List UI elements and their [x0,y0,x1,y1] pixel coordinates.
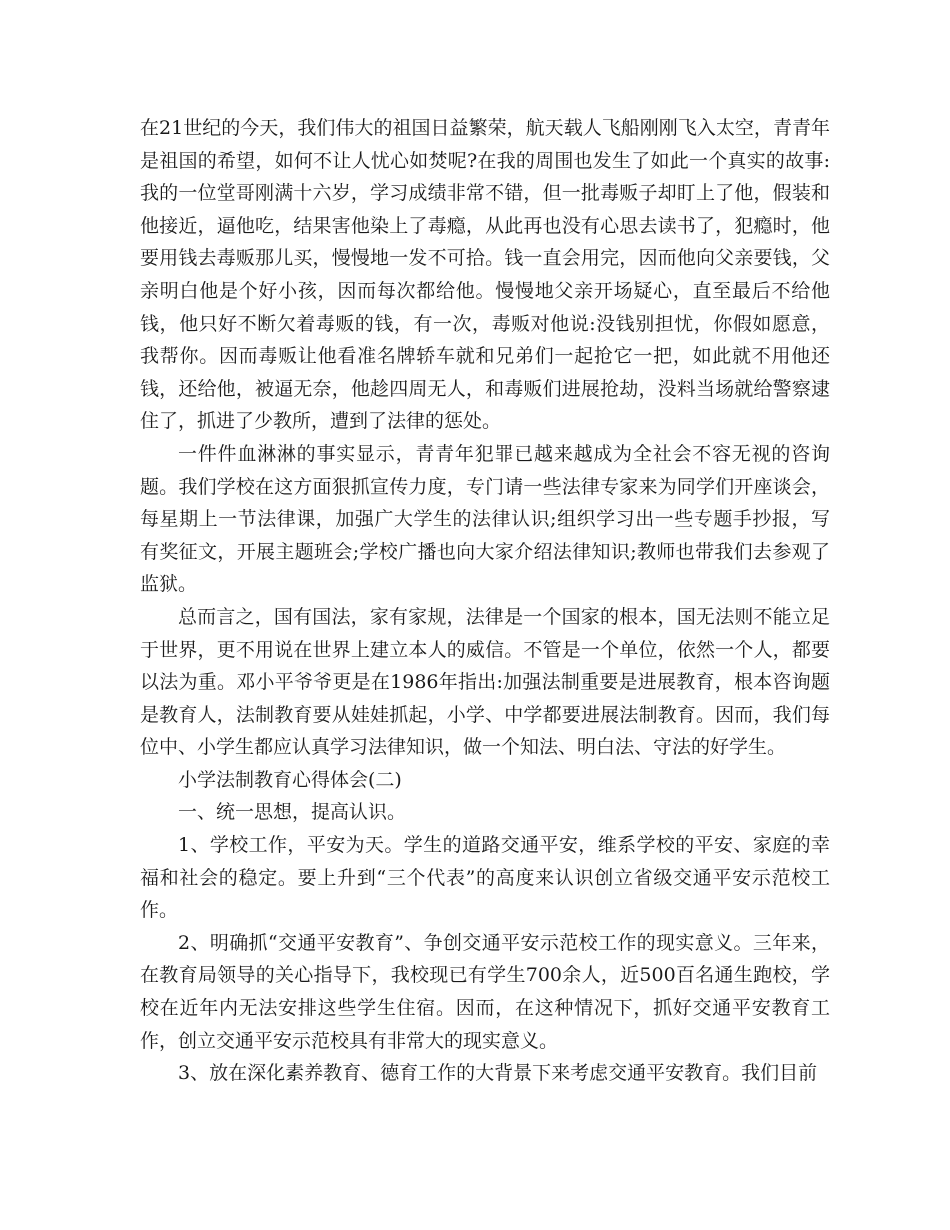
section-heading-1: 一、统一思想，提高认识。 [178,801,407,824]
section-title: 小学法制教育心得体会(二) [178,768,402,791]
paragraph-school-efforts: 一件件血淋淋的事实显示，青青年犯罪已越来越成为全社会不容无视的咨询题。我们学校在这方面狠抓宣传力度，专门请一些法律专家来为同学们开座谈会，每星期上一节法律课，加强广大学生的法律认识;组织学习出一些专题手抄报，写有奖征文，开展主题班会;学校广播也向大家介绍法律知识;教师也带我们去参观了监狱。 [140,442,830,596]
document-body [140,112,830,1090]
paragraph-conclusion: 总而言之，国有国法，家有家规，法律是一个国家的根本，国无法则不能立足于世界，更不用说在世界上建立本人的威信。不管是一个单位，依然一个人，都要以法为重。邓小平爷爷更是在1986年指出:加强法制重要是进展教育，根本咨询题是教育人，法制教育要从娃娃抓起，小学、中学都要进展法制教育。因而，我们每位中、小学生都应认真学习法律知识，做一个知法、明白法、守法的好学生。 [140,605,830,759]
list-item-3: 3、放在深化素养教育、德育工作的大背景下来考虑交通平安教育。我们目前 [178,1062,818,1085]
list-item-1: 1、学校工作，平安为天。学生的道路交通平安，维系学校的平安、家庭的幸福和社会的稳定。要上升到“三个代表”的高度来认识创立省级交通平安示范校工作。 [140,834,830,922]
list-item-2: 2、明确抓“交通平安教育”、争创交通平安示范校工作的现实意义。三年来，在教育局领导的关心指导下，我校现已有学生700余人，近500百名通生跑校，学校在近年内无法安排这些学生住宿。因而，在这种情况下，抓好交通平安教育工作，创立交通平安示范校具有非常大的现实意义。 [140,931,830,1052]
paragraph-story: 在21世纪的今天，我们伟大的祖国日益繁荣，航天载人飞船刚刚飞入太空，青青年是祖国的希望，如何不让人忧心如焚呢?在我的周围也发生了如此一个真实的故事:我的一位堂哥刚满十六岁，学习成绩非常不错，但一批毒贩子却盯上了他，假装和他接近，逼他吃，结果害他染上了毒瘾，从此再也没有心思去读书了，犯瘾时，他要用钱去毒贩那儿买，慢慢地一发不可拾。钱一直会用完，因而他向父亲要钱，父亲明白他是个好小孩，因而每次都给他。慢慢地父亲开场疑心，直至最后不给他钱，他只好不断欠着毒贩的钱，有一次，毒贩对他说:没钱别担忧，你假如愿意，我帮你。因而毒贩让他看准名牌轿车就和兄弟们一起抢它一把，如此就不用他还钱，还给他，被逼无奈，他趁四周无人，和毒贩们进展抢劫，没料当场就给警察逮住了，抓进了少教所，遭到了法律的惩处。 [140,117,830,433]
